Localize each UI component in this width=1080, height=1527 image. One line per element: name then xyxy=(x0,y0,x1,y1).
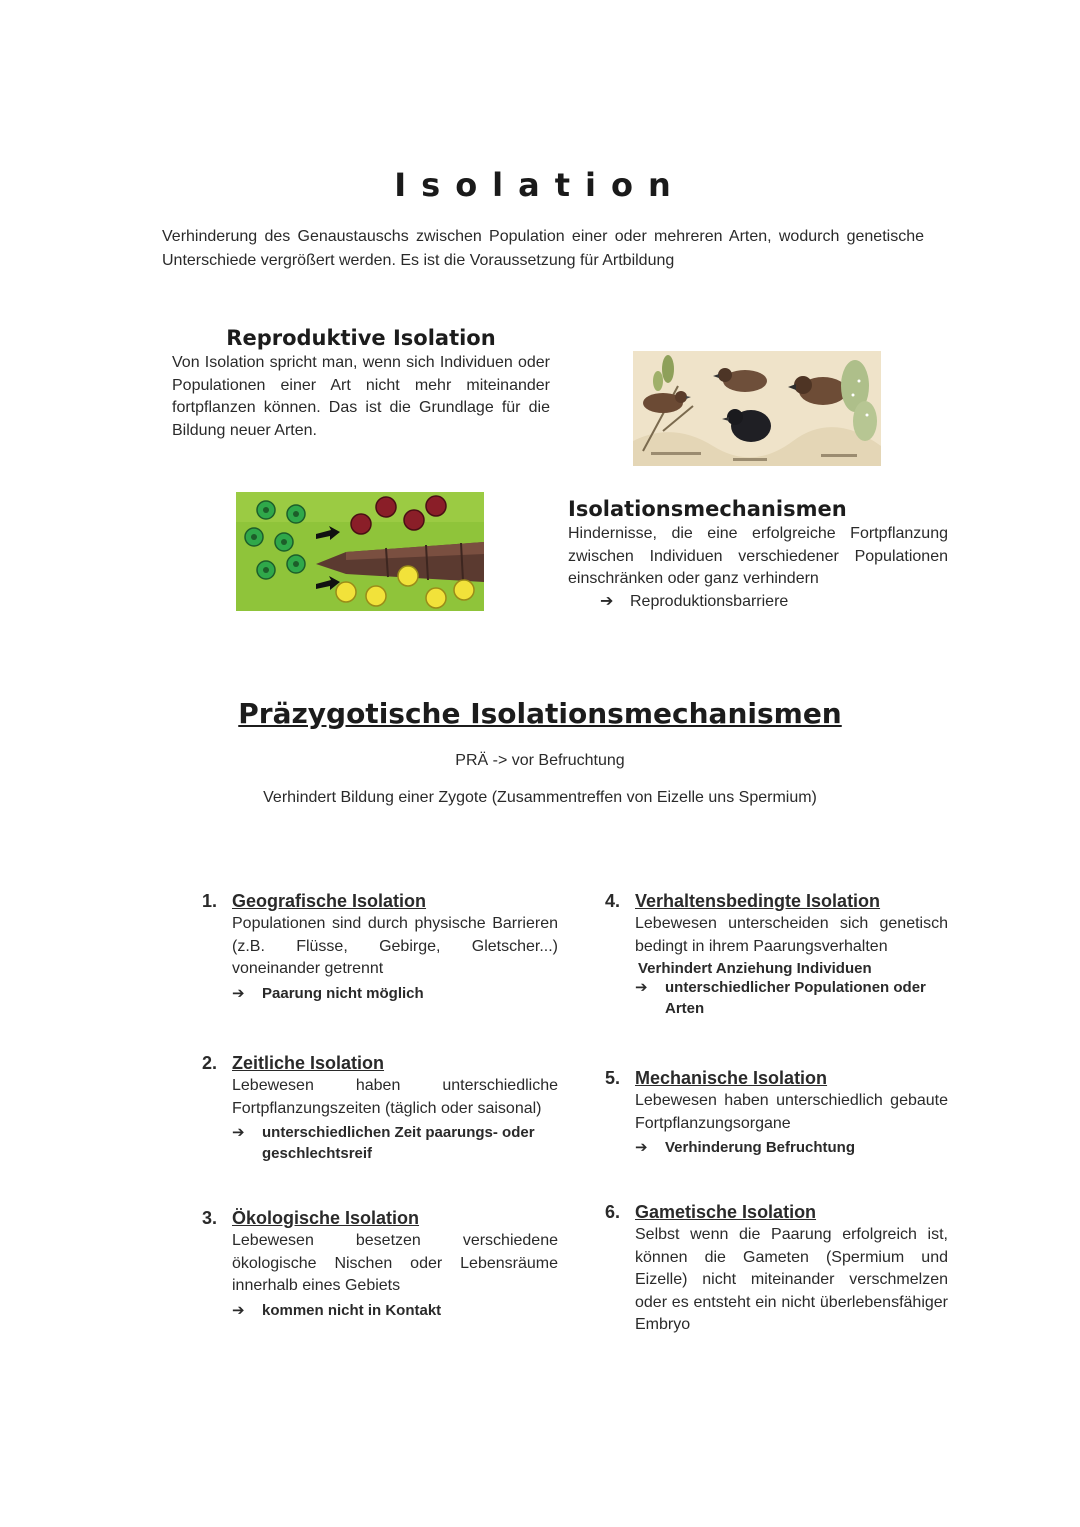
reproductive-text: Von Isolation spricht man, wenn sich Individuen oder Populationen einer Art nicht mehr miteinander fortpflanzen können. Das ist die Grundlage für die Bildung neuer Arten. xyxy=(172,354,550,439)
list-item xyxy=(605,889,948,1019)
mechanisms-section xyxy=(568,497,948,613)
prezygotic-heading xyxy=(0,697,1080,730)
item-arrow-text: Paarung nicht möglich xyxy=(262,984,424,1002)
item-bold-line: Verhindert Anziehung Individuen xyxy=(638,960,872,977)
arrow-icon: ➔ xyxy=(232,1124,245,1141)
item-title: Zeitliche Isolation xyxy=(232,1053,385,1073)
arrow-icon: ➔ xyxy=(232,1301,245,1319)
reproductive-section xyxy=(172,326,550,442)
mechanisms-text: Hindernisse, die eine erfolgreiche Fortpflanzung zwischen Individuen verschiedener Populationen einschränken oder ganz verhindern xyxy=(568,525,948,587)
reproductive-heading: Reproduktive Isolation xyxy=(226,326,496,350)
item-title: Mechanische Isolation xyxy=(635,1068,828,1088)
arrow-icon: ➔ xyxy=(635,979,648,996)
finches-illustration xyxy=(633,351,881,466)
item-number: 2. xyxy=(202,1053,218,1073)
item-arrow-text: unterschiedlicher Populationen oder Arten xyxy=(665,979,926,1017)
mechanisms-heading: Isolationsmechanismen xyxy=(568,497,847,521)
item-number: 5. xyxy=(605,1068,621,1088)
item-text: Lebewesen unterscheiden sich genetisch bedingt in ihrem Paarungsverhalten xyxy=(635,915,948,955)
list-item xyxy=(202,1051,558,1164)
item-text: Selbst wenn die Paarung erfolgreich ist, können die Gameten (Spermium und Eizelle) nicht miteinander verschmelzen oder es entsteht ein nicht überlebensfähiger Embryo xyxy=(635,1226,948,1333)
prezygotic-line1: PRÄ -> vor Befruchtung xyxy=(455,752,625,769)
mechanisms-arrow-line xyxy=(568,591,948,613)
item-title: Geografische Isolation xyxy=(232,891,427,911)
item-number: 4. xyxy=(605,891,621,911)
list-item xyxy=(202,889,558,1004)
item-number: 1. xyxy=(202,891,218,911)
arrow-icon: ➔ xyxy=(600,592,614,610)
item-arrow-text: Verhinderung Befruchtung xyxy=(665,1139,856,1156)
prezygotic-line2: Verhindert Bildung einer Zygote (Zusammentreffen von Eizelle uns Spermium) xyxy=(263,789,817,806)
mechanisms-arrow-text: Reproduktionsbarriere xyxy=(630,592,789,610)
item-title: Gametische Isolation xyxy=(635,1202,817,1222)
item-text: Lebewesen besetzen verschiedene ökologische Nischen oder Lebensräume innerhalb eines Gebiets xyxy=(232,1232,558,1294)
arrow-icon: ➔ xyxy=(232,984,245,1002)
item-arrow-text: kommen nicht in Kontakt xyxy=(262,1301,442,1319)
intro-paragraph: Verhinderung des Genaustauschs zwischen Population einer oder mehreren Arten, wodurch genetische Unterschiede vergrößert werden. Es ist die Voraussetzung für Artbildung xyxy=(162,228,924,269)
item-text: Populationen sind durch physische Barrieren (z.B. Flüsse, Gebirge, Gletscher...) voneinander getrennt xyxy=(232,915,558,977)
arrow-icon: ➔ xyxy=(635,1139,648,1156)
item-title: Verhaltensbedingte Isolation xyxy=(635,891,881,911)
list-item xyxy=(605,1066,948,1158)
prezygotic-heading-text: Präzygotische Isolationsmechanismen xyxy=(238,697,842,730)
item-title: Ökologische Isolation xyxy=(232,1208,420,1228)
list-item xyxy=(605,1200,948,1337)
list-item xyxy=(202,1206,558,1321)
item-text: Lebewesen haben unterschiedliche Fortpflanzungszeiten (täglich oder saisonal) xyxy=(232,1077,558,1117)
snails-illustration xyxy=(236,492,484,611)
item-arrow-text: unterschiedlichen Zeit paarungs- oder geschlechtsreif xyxy=(262,1124,535,1162)
item-text: Lebewesen haben unterschiedlich gebaute Fortpflanzungsorgane xyxy=(635,1092,948,1132)
page-title: Isolation xyxy=(394,166,686,204)
item-number: 6. xyxy=(605,1202,621,1222)
item-number: 3. xyxy=(202,1208,218,1228)
